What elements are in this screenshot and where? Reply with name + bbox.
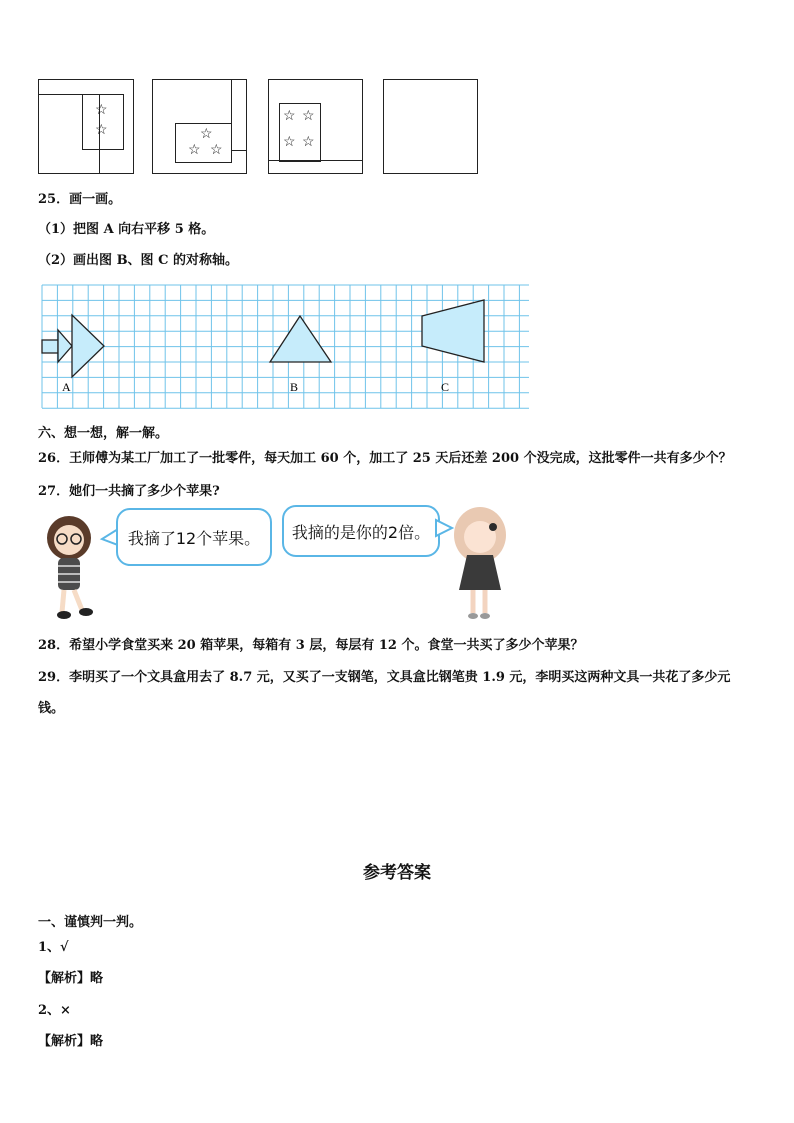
star-icon: ☆: [210, 142, 223, 158]
label-c: C: [441, 380, 450, 394]
star-icon: ☆: [302, 134, 315, 150]
star-icon: ☆: [188, 142, 201, 158]
speech-bubble-left: 我摘了12个苹果。: [116, 508, 272, 566]
q27-text: 27．她们一共摘了多少个苹果?: [38, 484, 220, 499]
star-icon: ☆: [95, 102, 108, 118]
speech-bubble-right: 我摘的是你的2倍。: [282, 505, 440, 557]
girl-right-illustration: [445, 505, 515, 623]
grid-figure: [0, 0, 794, 420]
star-icon: ☆: [200, 126, 213, 142]
label-b: B: [290, 380, 299, 394]
shape-b-triangle: [270, 316, 331, 362]
q25-title: 25．画一画。: [38, 192, 122, 207]
analysis-1: 【解析】略: [38, 971, 104, 986]
answer-1: 1、√: [38, 940, 69, 955]
shape-c-trapezoid: [422, 300, 484, 362]
answers-title: 参考答案: [363, 863, 431, 883]
answers-section1: 一、谨慎判一判。: [38, 915, 143, 930]
q29-line1: 29．李明买了一个文具盒用去了 8.7 元，又买了一支钢笔，文具盒比钢笔贵 1.9 元，李明买这两种文具一共花了多少元: [38, 670, 731, 685]
star-icon: ☆: [302, 108, 315, 124]
q26-text: 26．王师傅为某工厂加工了一批零件，每天加工 60 个，加工了 25 天后还差 200 个没完成，这批零件一共有多少个？: [38, 451, 732, 466]
shape-a: [42, 315, 104, 377]
section6-heading: 六、想一想，解一解。: [38, 426, 169, 441]
star-icon: ☆: [283, 108, 296, 124]
girl-left-illustration: [36, 508, 106, 623]
star-icon: ☆: [283, 134, 296, 150]
answer-2: 2、×: [38, 1003, 71, 1018]
q25-part1: （1）把图 A 向右平移 5 格。: [38, 222, 215, 237]
q28-text: 28．希望小学食堂买来 20 箱苹果，每箱有 3 层，每层有 12 个。食堂一共买了多少个苹果？: [38, 638, 584, 653]
label-a: A: [62, 380, 71, 394]
q25-part2: （2）画出图 B、图 C 的对称轴。: [38, 253, 238, 268]
analysis-2: 【解析】略: [38, 1034, 104, 1049]
q29-line2: 钱。: [38, 701, 65, 716]
star-icon: ☆: [95, 122, 108, 138]
